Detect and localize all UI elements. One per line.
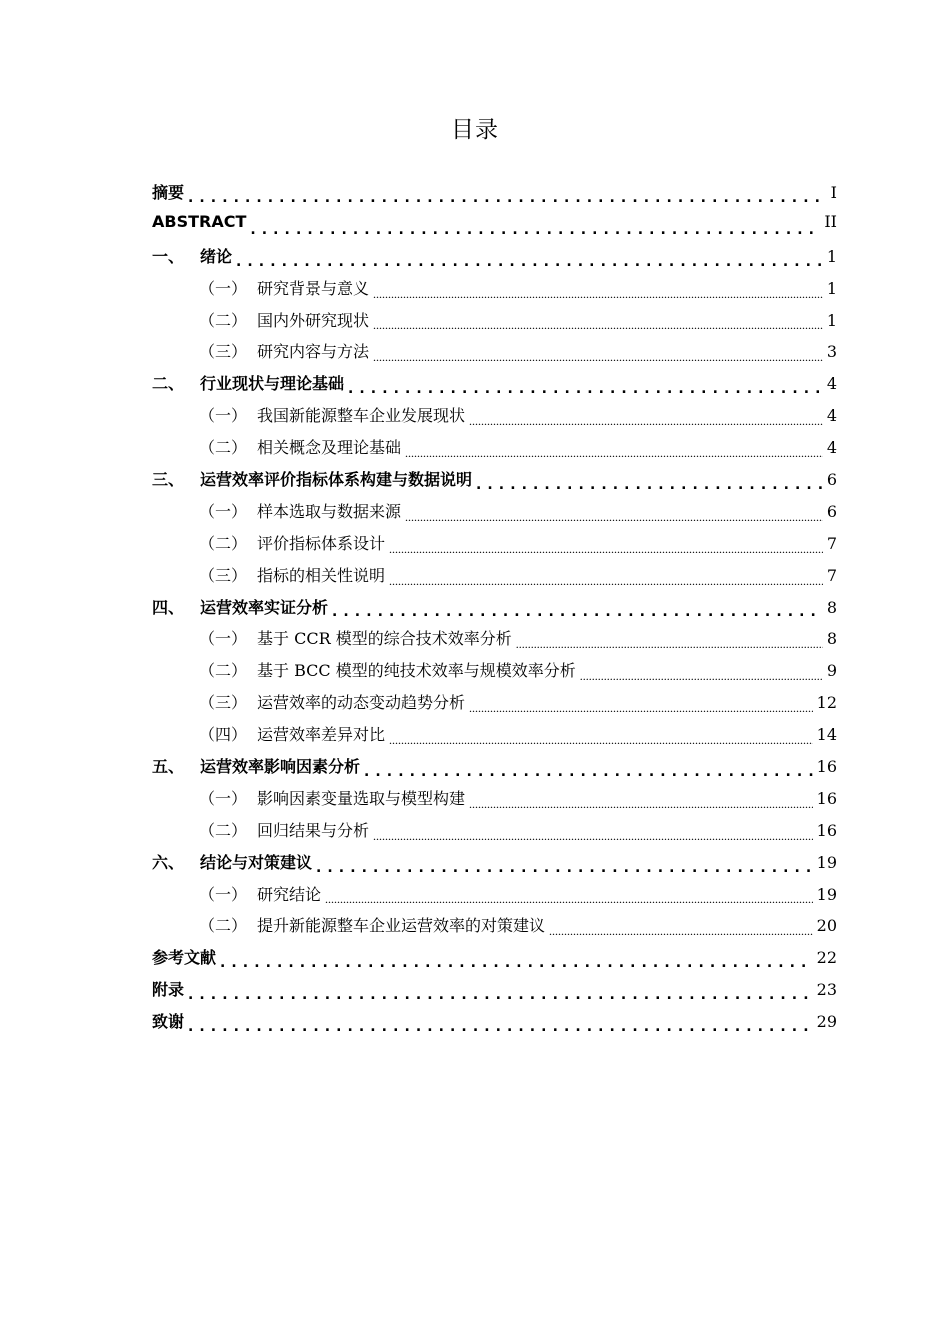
toc-dot-leader <box>250 212 820 244</box>
toc-entry-label: 研究背景与意义 <box>257 278 370 298</box>
toc-entry-label: 回归结果与分析 <box>257 820 370 840</box>
toc-entry-number: 三、 <box>152 470 185 490</box>
toc-page-number: 14 <box>816 725 837 745</box>
toc-section-entry[interactable] <box>152 626 837 658</box>
toc-dot-leader <box>332 595 823 627</box>
toc-dot-leader <box>188 1009 813 1041</box>
toc-dot-leader <box>469 786 813 818</box>
toc-page-number: 4 <box>826 438 837 458</box>
toc-page-number: II <box>824 211 837 231</box>
toc-entry-number: （二） <box>199 310 248 330</box>
toc-dot-leader <box>373 276 823 308</box>
toc-dot-leader <box>364 754 813 786</box>
toc-dot-leader <box>373 308 823 340</box>
toc-entry-label: 结论与对策建议 <box>200 852 313 872</box>
toc-entry-label: 运营效率差异对比 <box>257 725 386 745</box>
toc-entry-number: 二、 <box>152 374 185 394</box>
toc-entry-label: 研究结论 <box>257 884 322 904</box>
toc-chapter-entry[interactable] <box>152 1009 837 1041</box>
toc-entry-label: 基于 BCC 模型的纯技术效率与规模效率分析 <box>257 661 576 681</box>
toc-page-number: 8 <box>826 629 837 649</box>
toc-entry-label: 运营效率的动态变动趋势分析 <box>257 693 466 713</box>
toc-section-entry[interactable] <box>152 786 837 818</box>
toc-page-number: 20 <box>816 916 837 936</box>
toc-entry-number: 五、 <box>152 757 185 777</box>
toc-dot-leader <box>389 563 823 595</box>
toc-entry-number: （三） <box>199 342 248 362</box>
toc-entry-label: 我国新能源整车企业发展现状 <box>257 406 466 426</box>
toc-dot-leader <box>549 913 813 945</box>
toc-entry-number: （二） <box>199 916 248 936</box>
toc-dot-leader <box>389 722 813 754</box>
toc-dot-leader <box>316 850 813 882</box>
toc-page-number: 16 <box>816 820 837 840</box>
toc-dot-leader <box>516 626 823 658</box>
toc-page-number: 12 <box>816 693 837 713</box>
toc-dot-leader <box>405 435 823 467</box>
toc-page-number: 8 <box>826 597 837 617</box>
toc-entry-number: （一） <box>199 406 248 426</box>
toc-entry-label: 致谢 <box>152 1012 185 1032</box>
toc-section-entry[interactable] <box>152 499 837 531</box>
toc-page-number: 1 <box>826 310 837 330</box>
toc-title: 目录 <box>451 117 499 143</box>
toc-page-number: 22 <box>816 948 837 968</box>
toc-entry-label: 摘要 <box>152 183 185 202</box>
toc-section-entry[interactable] <box>152 722 837 754</box>
toc-entry-number: 一、 <box>152 246 185 266</box>
toc-entry-label: 指标的相关性说明 <box>257 565 386 585</box>
toc-chapter-entry[interactable] <box>152 754 837 786</box>
toc-page-number: 6 <box>826 470 837 490</box>
toc-entry-label: 运营效率评价指标体系构建与数据说明 <box>200 470 473 490</box>
toc-dot-leader <box>348 371 823 403</box>
toc-entry-number: （二） <box>199 820 248 840</box>
toc-dot-leader <box>389 531 823 563</box>
toc-section-entry[interactable] <box>152 276 837 308</box>
toc-page-number: 23 <box>816 980 837 1000</box>
toc-chapter-entry[interactable] <box>152 850 837 882</box>
toc-dot-leader <box>188 977 813 1009</box>
toc-entry-label: 样本选取与数据来源 <box>257 501 402 521</box>
toc-dot-leader <box>373 339 823 371</box>
toc-entry-number: （二） <box>199 661 248 681</box>
toc-dot-leader <box>373 818 813 850</box>
toc-entry-label: 国内外研究现状 <box>257 310 370 330</box>
toc-entry-label: 运营效率实证分析 <box>200 597 329 617</box>
toc-chapter-entry[interactable] <box>152 212 837 244</box>
toc-list <box>152 180 837 1041</box>
toc-section-entry[interactable] <box>152 435 837 467</box>
toc-section-entry[interactable] <box>152 690 837 722</box>
toc-page-number: 29 <box>816 1012 837 1032</box>
toc-section-entry[interactable] <box>152 403 837 435</box>
toc-entry-label: ABSTRACT <box>152 211 247 231</box>
toc-entry-label: 运营效率影响因素分析 <box>200 757 361 777</box>
toc-entry-number: 四、 <box>152 597 185 617</box>
toc-section-entry[interactable] <box>152 658 837 690</box>
toc-page-number: I <box>830 183 837 202</box>
toc-entry-label: 绪论 <box>200 246 233 266</box>
toc-entry-number: （一） <box>199 278 248 298</box>
toc-entry-number: （四） <box>199 725 248 745</box>
toc-entry-number: （一） <box>199 788 248 808</box>
toc-page-number: 7 <box>826 565 837 585</box>
toc-entry-number: （二） <box>199 438 248 458</box>
toc-entry-label: 评价指标体系设计 <box>257 533 386 553</box>
toc-page-number: 1 <box>826 246 837 266</box>
toc-page-number: 4 <box>826 374 837 394</box>
toc-page-number: 7 <box>826 533 837 553</box>
toc-dot-leader <box>405 499 823 531</box>
toc-dot-leader <box>325 882 813 914</box>
toc-page-number: 1 <box>826 278 837 298</box>
toc-dot-leader <box>469 690 813 722</box>
toc-section-entry[interactable] <box>152 339 837 371</box>
toc-entry-label: 影响因素变量选取与模型构建 <box>257 788 466 808</box>
toc-page-number: 19 <box>816 852 837 872</box>
toc-chapter-entry[interactable] <box>152 467 837 499</box>
toc-section-entry[interactable] <box>152 563 837 595</box>
toc-entry-label: 行业现状与理论基础 <box>200 374 345 394</box>
toc-page-number: 4 <box>826 406 837 426</box>
toc-entry-label: 基于 CCR 模型的综合技术效率分析 <box>257 629 512 649</box>
toc-page-number: 16 <box>816 788 837 808</box>
toc-entry-number: （二） <box>199 533 248 553</box>
toc-page-number: 19 <box>816 884 837 904</box>
toc-section-entry[interactable] <box>152 308 837 340</box>
toc-chapter-entry[interactable] <box>152 595 837 627</box>
toc-page-number: 6 <box>826 501 837 521</box>
toc-page-number: 16 <box>816 757 837 777</box>
toc-entry-number: 六、 <box>152 852 185 872</box>
toc-entry-label: 研究内容与方法 <box>257 342 370 362</box>
toc-section-entry[interactable] <box>152 913 837 945</box>
toc-entry-number: （三） <box>199 693 248 713</box>
toc-entry-number: （一） <box>199 501 248 521</box>
toc-chapter-entry[interactable] <box>152 977 837 1009</box>
toc-dot-leader <box>476 467 823 499</box>
toc-entry-number: （三） <box>199 565 248 585</box>
toc-entry-number: （一） <box>199 884 248 904</box>
toc-entry-number: （一） <box>199 629 248 649</box>
toc-page-number: 3 <box>826 342 837 362</box>
toc-dot-leader <box>469 403 823 435</box>
toc-section-entry[interactable] <box>152 531 837 563</box>
toc-chapter-entry[interactable] <box>152 180 837 212</box>
toc-entry-label: 参考文献 <box>152 948 217 968</box>
toc-chapter-entry[interactable] <box>152 945 837 977</box>
toc-chapter-entry[interactable] <box>152 244 837 276</box>
toc-page-number: 9 <box>826 661 837 681</box>
toc-entry-label: 附录 <box>152 980 185 1000</box>
toc-dot-leader <box>236 244 823 276</box>
toc-chapter-entry[interactable] <box>152 371 837 403</box>
toc-entry-label: 相关概念及理论基础 <box>257 438 402 458</box>
toc-dot-leader <box>580 658 823 690</box>
toc-dot-leader <box>188 180 823 212</box>
toc-entry-label: 提升新能源整车企业运营效率的对策建议 <box>257 916 546 936</box>
toc-section-entry[interactable] <box>152 882 837 914</box>
toc-section-entry[interactable] <box>152 818 837 850</box>
toc-dot-leader <box>220 945 813 977</box>
